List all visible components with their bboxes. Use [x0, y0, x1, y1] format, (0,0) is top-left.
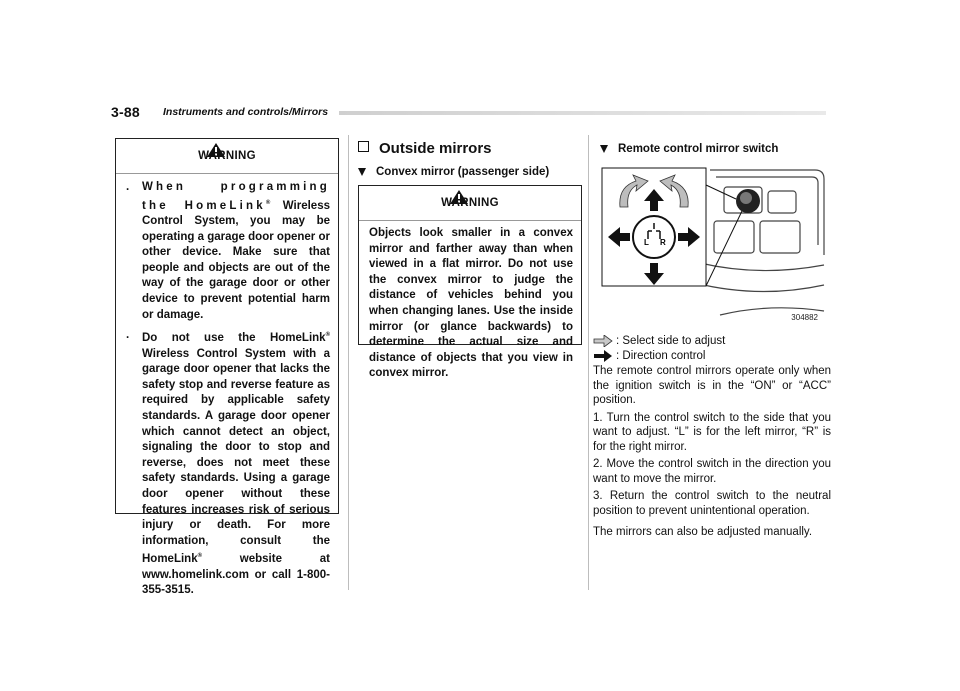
column-divider [348, 135, 349, 590]
legend-item: : Select side to adjust [593, 334, 831, 349]
page-number: 3-88 [111, 104, 140, 120]
convex-mirror-subtitle: Convex mirror (passenger side) [358, 166, 549, 178]
grey-arrow-icon [593, 335, 613, 347]
step-3: 3. Return the control switch to the neutral position to prevent unintentional operation. [593, 490, 831, 517]
warning-header [116, 139, 338, 174]
remote-mirror-switch-subtitle: Remote control mirror switch [600, 143, 778, 155]
convex-mirror-warning-box [358, 185, 582, 380]
header-bar [339, 111, 826, 115]
figure-id: 304882 [791, 313, 818, 322]
down-triangle-icon [600, 145, 608, 153]
step-1: 1. Turn the control switch to the side that you want to adjust. “L” is for the left mirror, “R” is for the right mirror. [593, 411, 831, 453]
down-triangle-icon [358, 168, 366, 176]
section-heading: Instruments and controls/Mirrors [163, 106, 329, 118]
paragraph: The remote control mirrors operate only when the ignition switch is in the “ON” or “ACC” position. [593, 365, 831, 406]
section-square-icon [358, 141, 369, 152]
column-divider [588, 135, 589, 590]
legend-item: : Direction control [593, 349, 831, 364]
outside-mirrors-title: Outside mirrors [358, 140, 492, 157]
warning-label: WARNING [198, 150, 256, 162]
warning-bullet: . Do not use the HomeLink® Wireless Control System with a garage door opener that lacks the safety stop and reverse feature as required by applicable safety standards. A garage door opener which cannot detect an object, signaling the door to stop and reverse, does not meet these safety standards. Using a garage door opener without these features increases risk of serious injury or death. For more information, consult the HomeLink® website at www.homelink.com or call 1-800-355-3515. [126, 329, 330, 597]
warning-bullet: . When programming the HomeLink® Wireless Control System, you may be operating a garage door opener or other device. Make sure that people and objects are out of the way of the garage door or other device to prevent potential harm or damage. [126, 181, 330, 321]
knob-label-r: R [660, 238, 666, 247]
paragraph: The mirrors can also be adjusted manually. [593, 526, 813, 538]
warning-label: WARNING [441, 197, 499, 209]
knob-label-l: L [644, 238, 649, 247]
warning-body: Objects look smaller in a convex mirror and farther away than when viewed in a flat mirror. Do not use the convex mirror to judge the distance of vehicles behind you when changing lanes. Use the inside mirror (or glance backwards) to determine the actual size and distance of objects that you view in convex mirror. [369, 227, 573, 380]
mirror-switch-figure [600, 165, 826, 325]
warning-header [359, 186, 581, 221]
black-arrow-icon [593, 350, 613, 362]
page-header [111, 104, 826, 120]
step-2: 2. Move the control switch in the direction you want to move the mirror. [593, 458, 831, 485]
legend [593, 334, 831, 363]
homelink-warning-box [115, 138, 339, 597]
mirror-switch-illustration [600, 165, 826, 325]
instructions [593, 364, 831, 540]
warning-body [116, 174, 338, 612]
